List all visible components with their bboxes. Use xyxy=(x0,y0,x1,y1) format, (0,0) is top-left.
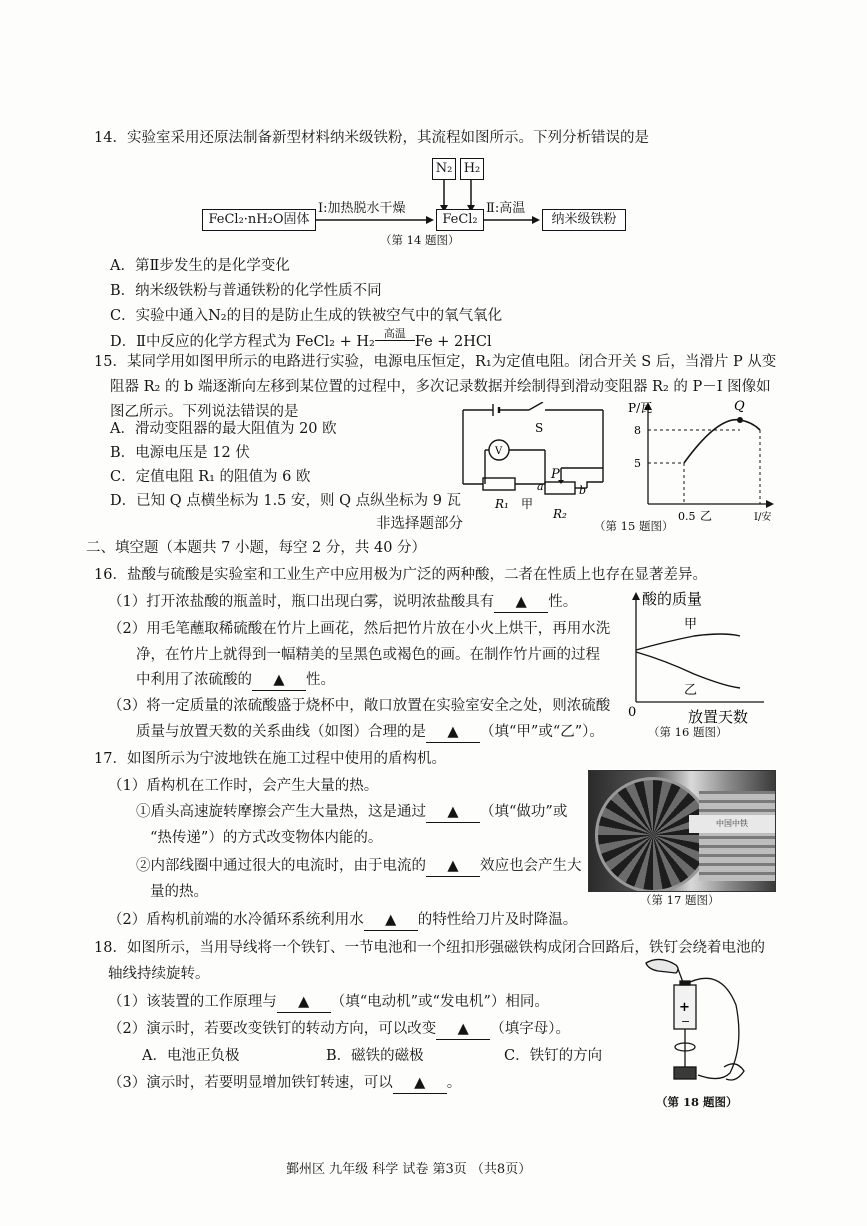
q15-graph-y5: 5 xyxy=(634,457,641,470)
q16-graph-yi: 乙 xyxy=(684,683,698,698)
q18-option-b: B．磁铁的磁极 xyxy=(326,1048,424,1064)
q16-part3-line2 xyxy=(136,722,604,743)
q17-tunnel-boring-machine-photo xyxy=(588,770,776,892)
q14-box-mid: FeCl₂ xyxy=(436,209,484,231)
q14-caption: （第 14 题图） xyxy=(380,233,460,247)
page-footer: 鄞州区 九年级 科学 试卷 第3页 （共8页） xyxy=(286,1162,532,1177)
q17-sub2-tail: 效应也会产生大 xyxy=(480,858,582,874)
q16-part2-text: 中利用了浓硫酸的 xyxy=(136,672,252,688)
q15-caption: （第 15 题图） xyxy=(594,519,674,533)
q17-sub2-line1 xyxy=(136,856,582,877)
q16-caption: （第 16 题图） xyxy=(648,725,728,739)
q18-stem-line1: 18．如图所示，当用导线将一个铁钉、一节电池和一个纽扣形强磁铁构成闭合回路后，铁钉会绕着电池的 xyxy=(94,940,765,956)
q16-graph-origin: 0 xyxy=(628,705,637,720)
q17-blank3[interactable]: ▲ xyxy=(364,910,418,931)
q18-blank1[interactable]: ▲ xyxy=(277,992,331,1013)
q16-part2-line2: 净，在竹片上就得到一幅精美的呈黑色或褐色的画。在制作竹片画的过程 xyxy=(136,647,600,663)
q15-option-a: A．滑动变阻器的最大阻值为 20 欧 xyxy=(110,421,337,437)
q14-box-start: FeCl₂·nH₂O固体 xyxy=(202,209,316,231)
q18-part3-tail: 。 xyxy=(446,1075,462,1091)
q17-blank2[interactable]: ▲ xyxy=(426,856,480,877)
q15-option-b: B．电源电压是 12 伏 xyxy=(110,445,250,461)
q14-option-d-post: Fe + 2HCl xyxy=(414,334,492,350)
q15-graph-y8: 8 xyxy=(634,424,641,437)
q16-part3-text: 质量与放置天数的关系曲线（如图）合理的是 xyxy=(136,724,426,740)
section-nonselect-title: 非选择题部分 xyxy=(376,516,463,532)
q17-sub1-text: ①盾头高速旋转摩擦会产生大量热，这是通过 xyxy=(136,804,426,820)
q16-part1-tail: 性。 xyxy=(548,594,578,610)
q14-step1-label: Ⅰ:加热脱水干燥 xyxy=(318,201,406,216)
q18-part2-text: （2）演示时，若要改变铁钉的转动方向，可以改变 xyxy=(108,1021,437,1037)
q15-stem-line1: 15．某同学用如图甲所示的电路进行实验，电源电压恒定，R₁为定值电阻。闭合开关 S 后，当滑片 P 从变 xyxy=(94,354,777,370)
q16-stem: 16．盐酸与硫酸是实验室和工业生产中应用极为广泛的两种酸，二者在性质上也存在显著差异。 xyxy=(94,567,707,583)
q17-photo-banner: 中国中铁 xyxy=(689,815,775,833)
q18-option-c: C．铁钉的方向 xyxy=(504,1048,603,1064)
q18-part1-text: （1）该装置的工作原理与 xyxy=(108,994,277,1010)
q15-graph-x05: 0.5 xyxy=(678,510,696,523)
q16-mass-graph xyxy=(624,584,772,724)
q17-sub1-line1 xyxy=(136,802,567,823)
q16-part1 xyxy=(108,592,577,613)
q18-blank3[interactable]: ▲ xyxy=(393,1073,447,1094)
q18-caption: （第 18 题图） xyxy=(656,1095,738,1109)
q14-stem: 14．实验室采用还原法制备新型材料纳米级铁粉，其流程如图所示。下列分析错误的是 xyxy=(94,130,649,146)
q17-sub2-text: ②内部线圈中通过很大的电流时，由于电流的 xyxy=(136,858,426,874)
q16-blank3[interactable]: ▲ xyxy=(426,722,480,743)
q16-graph-xlabel: 放置天数 xyxy=(688,708,749,724)
q16-blank1[interactable]: ▲ xyxy=(494,592,548,613)
q18-part1 xyxy=(108,992,549,1013)
q14-gas-n2: N₂ xyxy=(432,158,456,180)
q18-part1-tail: （填“电动机”或“发电机”）相同。 xyxy=(330,994,549,1010)
q14-condition: 高温 xyxy=(383,327,406,340)
q14-step2-label: Ⅱ:高温 xyxy=(486,201,526,216)
q17-part1: （1）盾构机在工作时，会产生大量的热。 xyxy=(108,778,379,794)
q18-stem-line2: 轴线持续旋转。 xyxy=(108,966,210,982)
q15-r1-label: R₁ xyxy=(495,497,509,511)
q14-option-c: C．实验中通入N₂的目的是防止生成的铁被空气中的氧气氧化 xyxy=(110,308,503,324)
q16-part2-line1: （2）用毛笔蘸取稀硫酸在竹片上画花，然后把竹片放在小火上烘干，再用水洗 xyxy=(108,621,611,637)
q14-flow-arrows xyxy=(0,0,867,260)
q14-equation-arrow xyxy=(375,327,415,346)
q18-blank2[interactable]: ▲ xyxy=(436,1019,490,1040)
q17-part2-tail: 的特性给刀片及时降温。 xyxy=(417,912,578,928)
q18-part3 xyxy=(108,1073,461,1094)
q16-blank2[interactable]: ▲ xyxy=(252,670,306,691)
q17-stem: 17．如图所示为宁波地铁在施工过程中使用的盾构机。 xyxy=(94,751,446,767)
q14-option-b: B．纳米级铁粉与普通铁粉的化学性质不同 xyxy=(110,283,382,299)
q17-sub1-tail: （填“做功”或 xyxy=(480,804,568,820)
q15-stem-line2: 阻器 R₂ 的 b 端逐渐向左移到某位置的过程中，多次记录数据并绘制得到滑动变阻器 R₂ 的 P－I 图像如 xyxy=(110,379,771,395)
svg-text:−: − xyxy=(681,1015,691,1028)
q15-graph-ylabel: P/瓦 xyxy=(628,401,653,415)
q15-option-d: D．已知 Q 点横坐标为 1.5 安，则 Q 点纵坐标为 9 瓦 xyxy=(110,493,462,509)
q15-graph-yi: 乙 xyxy=(700,509,713,523)
q15-circuit-diagram xyxy=(455,402,615,527)
section2-title: 二、填空题（本题共 7 小题，每空 2 分，共 40 分） xyxy=(86,540,427,556)
q15-r2-label: R₂ xyxy=(553,507,567,521)
q17-part2 xyxy=(108,910,577,931)
q17-caption: （第 17 题图） xyxy=(640,893,720,907)
q15-switch-label: S xyxy=(535,421,544,435)
q18-part2-tail: （填字母）。 xyxy=(490,1021,570,1037)
q16-graph-jia: 甲 xyxy=(684,617,698,632)
q17-sub2-line2: 量的热。 xyxy=(150,884,208,900)
q17-blank1[interactable]: ▲ xyxy=(426,802,480,823)
q15-graph-xlabel: I/安 xyxy=(754,512,772,523)
svg-text:+: + xyxy=(679,1000,690,1015)
q16-part1-text: （1）打开浓盐酸的瓶盖时，瓶口出现白雾，说明浓盐酸具有 xyxy=(108,594,495,610)
q15-slider-label: P xyxy=(551,467,560,482)
q15-graph-q-label: Q xyxy=(734,399,745,414)
q15-voltmeter-label: V xyxy=(495,446,503,457)
q18-part3-text: （3）演示时，若要明显增加铁钉转速，可以 xyxy=(108,1075,393,1091)
q14-option-d xyxy=(110,327,492,352)
q16-part3-line1: （3）将一定质量的浓硫酸盛于烧杯中，敞口放置在实验室安全之处，则浓硫酸 xyxy=(108,698,611,714)
q16-part3-tail: （填“甲”或“乙”）。 xyxy=(480,724,604,740)
q15-end-a-label: a xyxy=(537,480,544,493)
q16-graph-ylabel: 酸的质量 xyxy=(642,590,703,608)
q16-part2-tail: 性。 xyxy=(306,672,335,688)
q18-option-a: A．电池正负极 xyxy=(142,1048,240,1064)
q18-part2 xyxy=(108,1019,570,1040)
q15-pi-graph xyxy=(628,396,778,524)
q17-part2-text: （2）盾构机前端的水冷循环系统利用水 xyxy=(108,912,364,928)
q14-option-d-pre: D．Ⅱ中反应的化学方程式为 FeCl₂ + H₂ xyxy=(110,334,375,350)
q14-option-a: A．第Ⅱ步发生的是化学变化 xyxy=(110,258,290,274)
q17-sub1-line2: “热传递”）的方式改变物体内能的。 xyxy=(150,830,383,846)
q16-part2-line3 xyxy=(136,670,335,691)
q15-jia-label: 甲 xyxy=(521,497,534,511)
q15-end-b-label: b xyxy=(579,484,587,497)
q18-homopolar-motor-diagram xyxy=(640,955,760,1095)
q14-gas-h2: H₂ xyxy=(460,158,484,180)
q15-option-c: C．定值电阻 R₁ 的阻值为 6 欧 xyxy=(110,469,311,485)
q14-box-end: 纳米级铁粉 xyxy=(542,209,626,231)
q15-stem-line3: 图乙所示。下列说法错误的是 xyxy=(110,404,299,420)
